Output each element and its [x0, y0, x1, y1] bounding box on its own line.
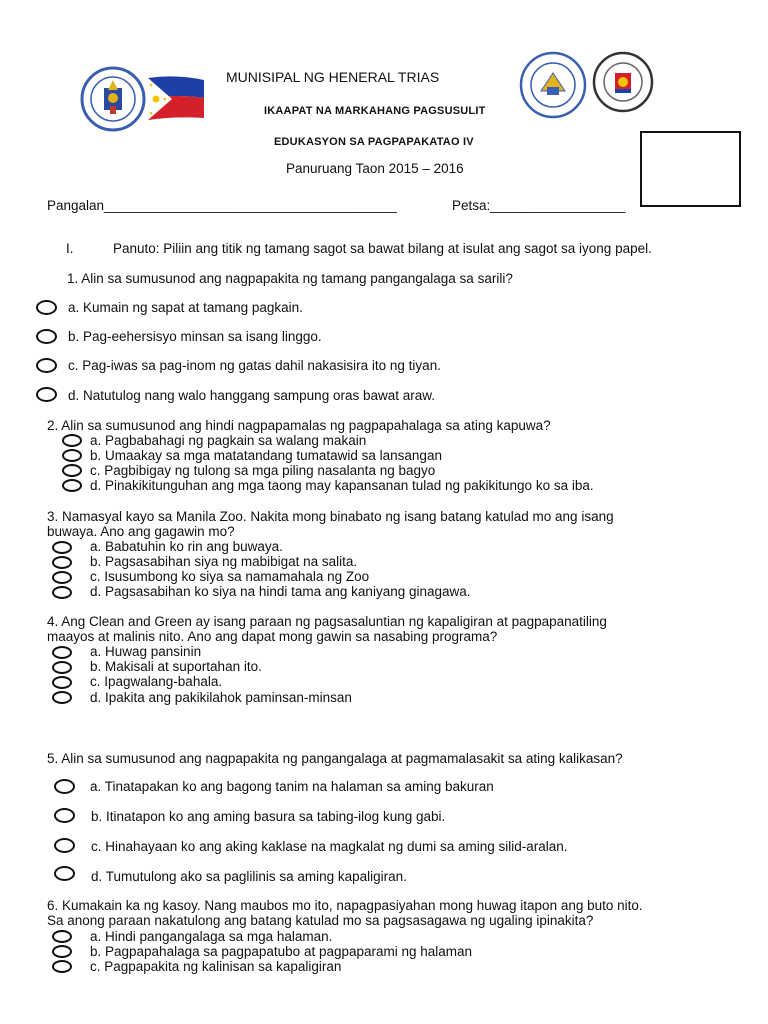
choice-6a: a. Hindi pangangalaga sa mga halaman. [90, 929, 333, 944]
answer-bubble-1a[interactable] [36, 300, 57, 315]
answer-bubble-3c[interactable] [52, 571, 72, 584]
answer-bubble-4a[interactable] [52, 646, 72, 659]
answer-bubble-6b[interactable] [52, 945, 72, 958]
answer-bubble-5c[interactable] [54, 838, 75, 853]
instruction-text: Panuto: Piliin ang titik ng tamang sagot sa bawat bilang at isulat ang sagot sa iyong papel. [113, 241, 652, 256]
question-1-text: 1. Alin sa sumusunod ang nagpapakita ng tamang pangangalaga sa sarili? [67, 271, 513, 286]
question-6-text-cont: Sa anong paraan nakatulong ang batang katulad mo sa pagsasagawa ng ugaling ipinakita? [47, 913, 594, 928]
answer-bubble-1b[interactable] [36, 329, 57, 344]
choice-5d: d. Tumutulong ako sa paglilinis sa aming kapaligiran. [91, 869, 407, 884]
answer-bubble-4c[interactable] [52, 676, 72, 689]
answer-bubble-2a[interactable] [62, 434, 82, 447]
question-2-text: 2. Alin sa sumusunod ang hindi nagpapamalas ng pagpapahalaga sa ating kapuwa? [47, 418, 551, 433]
philippine-flag-icon [146, 74, 206, 124]
choice-2b: b. Umaakay sa mga matatandang tumatawid sa lansangan [90, 448, 442, 463]
school-year: Panuruang Taon 2015 – 2016 [286, 161, 464, 176]
school-seal-logo [519, 51, 587, 119]
answer-bubble-3d[interactable] [52, 586, 72, 599]
deped-seal-logo [80, 66, 146, 132]
choice-3b: b. Pagsasabihan siya ng mabibigat na salita. [90, 554, 358, 569]
choice-5c: c. Hinahayaan ko ang aking kaklase na magkalat ng dumi sa aming silid-aralan. [91, 839, 568, 854]
subject-title: EDUKASYON SA PAGPAPAKATAO IV [274, 136, 474, 148]
name-field[interactable]: Pangalan_______________________________________ [47, 198, 397, 213]
question-6-text: 6. Kumakain ka ng kasoy. Nang maubos mo ito, napagpasiyahan mong huwag itapon ang buto nito. [47, 898, 643, 913]
answer-bubble-5b[interactable] [54, 808, 75, 823]
choice-3c: c. Isusumbong ko siya sa namamahala ng Zoo [90, 569, 370, 584]
municipality-title: MUNISIPAL NG HENERAL TRIAS [226, 69, 440, 85]
answer-bubble-6c[interactable] [52, 960, 72, 973]
score-box[interactable] [640, 131, 741, 207]
answer-bubble-2d[interactable] [62, 479, 82, 492]
choice-1d: d. Natutulog nang walo hanggang sampung oras bawat araw. [68, 388, 436, 403]
question-5-text: 5. Alin sa sumusunod ang nagpapakita ng pangangalaga at pagmamalasakit sa ating kalikasan? [47, 751, 623, 766]
choice-1c: c. Pag-iwas sa pag-inom ng gatas dahil nakasisira ito ng tiyan. [68, 358, 441, 373]
answer-bubble-3b[interactable] [52, 556, 72, 569]
choice-6b: b. Pagpapahalaga sa pagpapatubo at pagpaparami ng halaman [90, 944, 473, 959]
choice-5b: b. Itinatapon ko ang aming basura sa tabing-ilog kung gabi. [91, 809, 446, 824]
choice-4d: d. Ipakita ang pakikilahok paminsan-minsan [90, 690, 352, 705]
question-3-text-cont: buwaya. Ano ang gagawin mo? [47, 524, 235, 539]
choice-4c: c. Ipagwalang-bahala. [90, 674, 223, 689]
answer-bubble-5a[interactable] [54, 779, 75, 794]
answer-bubble-4b[interactable] [52, 661, 72, 674]
choice-4a: a. Huwag pansinin [90, 644, 202, 659]
choice-6c: c. Pagpapakita ng kalinisan sa kapaligiran [90, 959, 342, 974]
answer-bubble-2b[interactable] [62, 449, 82, 462]
question-4-text: 4. Ang Clean and Green ay isang paraan ng pagsasaluntian ng kapaligiran at pagpapanatiling [47, 614, 607, 629]
question-3-text: 3. Namasyal kayo sa Manila Zoo. Nakita mong binabato ng isang batang katulad mo ang isang [47, 509, 614, 524]
date-field[interactable]: Petsa:__________________ [452, 198, 626, 213]
division-seal-logo [590, 51, 656, 113]
answer-bubble-2c[interactable] [62, 464, 82, 477]
exam-title: IKAAPAT NA MARKAHANG PAGSUSULIT [264, 105, 486, 117]
choice-2a: a. Pagbabahagi ng pagkain sa walang makain [90, 433, 367, 448]
answer-bubble-3a[interactable] [52, 541, 72, 554]
choice-2d: d. Pinakikitunguhan ang mga taong may kapansanan tulad ng pakikitungo ko sa iba. [90, 478, 594, 493]
answer-bubble-4d[interactable] [52, 691, 72, 704]
answer-bubble-5d[interactable] [54, 866, 75, 881]
answer-bubble-1c[interactable] [36, 358, 57, 373]
choice-4b: b. Makisali at suportahan ito. [90, 659, 262, 674]
choice-2c: c. Pagbibigay ng tulong sa mga piling nasalanta ng bagyo [90, 463, 436, 478]
choice-3d: d. Pagsasabihan ko siya na hindi tama ang kaniyang ginagawa. [90, 584, 471, 599]
choice-1b: b. Pag-eehersisyo minsan sa isang linggo. [68, 329, 322, 344]
choice-5a: a. Tinatapakan ko ang bagong tanim na halaman sa aming bakuran [90, 779, 494, 794]
instruction-numeral: I. [66, 241, 74, 256]
question-4-text-cont: maayos at malinis nito. Ano ang dapat mong gawin sa nasabing programa? [47, 629, 498, 644]
answer-bubble-1d[interactable] [36, 387, 57, 402]
choice-3a: a. Babatuhin ko rin ang buwaya. [90, 539, 283, 554]
choice-1a: a. Kumain ng sapat at tamang pagkain. [68, 300, 303, 315]
answer-bubble-6a[interactable] [52, 930, 72, 943]
